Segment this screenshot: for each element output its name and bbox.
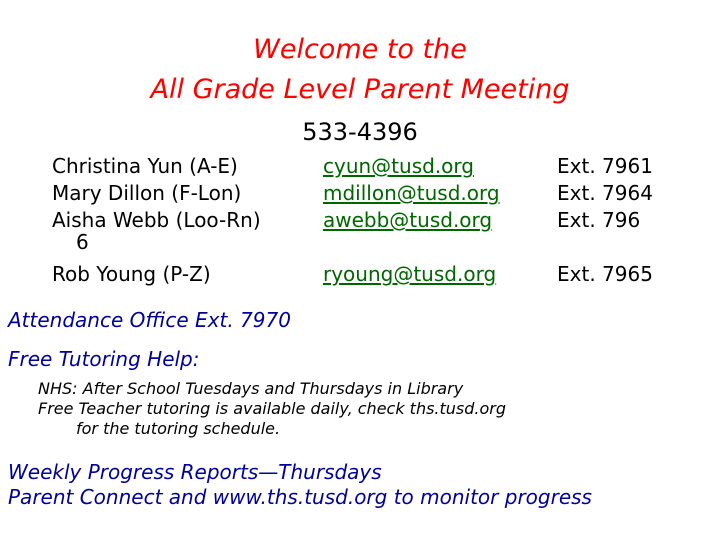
attendance-office: Attendance Office Ext. 7970 xyxy=(8,308,291,332)
ext-dillon: Ext. 7964 xyxy=(557,181,653,205)
email-link-yun[interactable]: cyun@tusd.org xyxy=(323,154,474,178)
ext-webb: Ext. 796 xyxy=(557,208,641,232)
tutoring-schedule: for the tutoring schedule. xyxy=(76,419,281,438)
tutoring-heading: Free Tutoring Help: xyxy=(8,347,200,371)
weekly-reports: Weekly Progress Reports—Thursdays xyxy=(8,460,382,484)
email-link-webb[interactable]: awebb@tusd.org xyxy=(323,208,493,232)
tutoring-teacher: Free Teacher tutoring is available daily, check ths.tusd.org xyxy=(38,399,507,418)
parent-connect: Parent Connect and www.ths.tusd.org to monitor progress xyxy=(8,485,592,509)
staff-name-young: Rob Young (P-Z) xyxy=(52,262,211,286)
staff-name-dillon: Mary Dillon (F-Lon) xyxy=(52,181,242,205)
ext-yun: Ext. 7961 xyxy=(557,154,653,178)
phone-number: 533-4396 xyxy=(302,118,418,146)
email-link-dillon[interactable]: mdillon@tusd.org xyxy=(323,181,500,205)
title-line-1: Welcome to the xyxy=(253,34,467,65)
ext-young: Ext. 7965 xyxy=(557,262,653,286)
title-line-2: All Grade Level Parent Meeting xyxy=(150,74,570,105)
tutoring-nhs: NHS: After School Tuesdays and Thursdays in Library xyxy=(38,379,464,398)
staff-name-webb-wrap: 6 xyxy=(76,230,89,254)
email-link-young[interactable]: ryoung@tusd.org xyxy=(323,262,497,286)
staff-name-yun: Christina Yun (A-E) xyxy=(52,154,238,178)
staff-name-webb: Aisha Webb (Loo-Rn) xyxy=(52,208,261,232)
